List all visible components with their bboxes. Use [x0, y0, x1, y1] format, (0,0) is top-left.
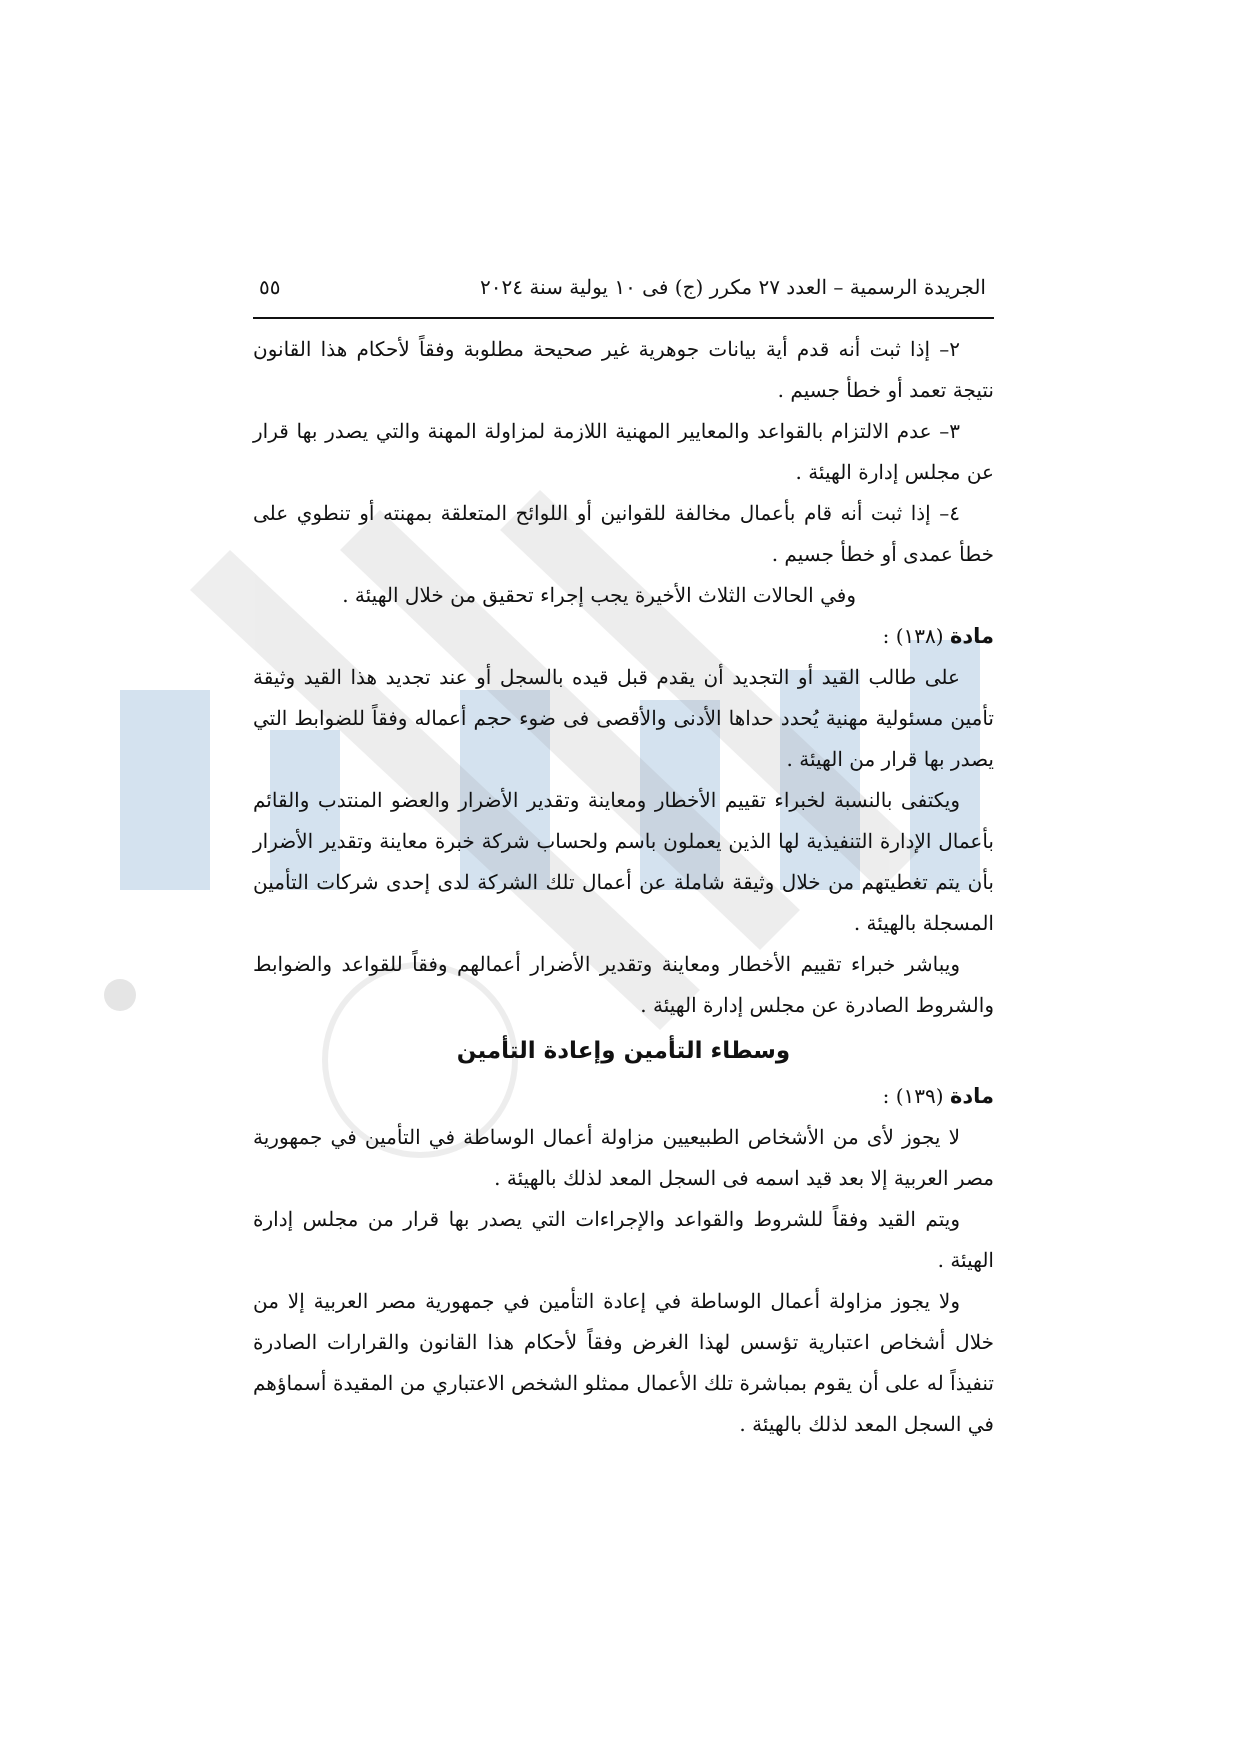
clause-3: ٣– عدم الالتزام بالقواعد والمعايير المهنية اللازمة لمزاولة المهنة والتي يصدر بها قرار عن مجلس إدارة الهيئة . — [253, 419, 994, 484]
document-page — [253, 275, 994, 1445]
article-139-heading — [253, 1076, 994, 1117]
article-138-paragraph-2: ويكتفى بالنسبة لخبراء تقييم الأخطار ومعاينة وتقدير الأضرار والعضو المنتدب والقائم بأعمال الإدارة التنفيذية لها الذين يعملون باسم ولحساب شركة خبرة معاينة وتقدير الأضرار بأن يتم تغطيتهم من خلال وثيقة شاملة عن أعمال تلك الشركة لدى إحدى شركات التأمين المسجلة بالهيئة . — [253, 788, 994, 935]
clause-4: ٤– إذا ثبت أنه قام بأعمال مخالفة للقوانين أو اللوائح المتعلقة بمهنته أو تنطوي على خطأ عمدى أو خطأ جسيم . — [253, 501, 994, 566]
article-139-label: مادة — [949, 1084, 994, 1108]
article-138-label: مادة — [949, 624, 994, 648]
clauses-note: وفي الحالات الثلاث الأخيرة يجب إجراء تحقيق من خلال الهيئة . — [342, 583, 856, 607]
article-138-number: (١٣٨) : — [882, 624, 944, 648]
clause-2: ٢– إذا ثبت أنه قدم أية بيانات جوهرية غير صحيحة مطلوبة وفقاً لأحكام هذا القانون نتيجة تعمد أو خطأ جسيم . — [253, 337, 994, 402]
article-138-paragraph-3: ويباشر خبراء تقييم الأخطار ومعاينة وتقدير الأضرار أعمالهم وفقاً للقواعد والضوابط والشروط الصادرة عن مجلس إدارة الهيئة . — [253, 952, 994, 1017]
article-138-paragraph-1: على طالب القيد أو التجديد أن يقدم قبل قيده بالسجل أو عند تجديد هذا القيد وثيقة تأمين مسئولية مهنية يُحدد حداها الأدنى والأقصى فى ضوء حجم أعماله وفقاً للضوابط التي يصدر بها قرار من الهيئة . — [253, 665, 995, 771]
watermark-bar-5 — [120, 690, 210, 890]
header-title: الجريدة الرسمية – العدد ٢٧ مكرر (ج) فى ١٠ يولية سنة ٢٠٢٤ — [480, 275, 986, 299]
article-139-paragraph-3: ولا يجوز مزاولة أعمال الوساطة في إعادة التأمين في جمهورية مصر العربية إلا من خلال أشخاص اعتبارية تؤسس لهذا الغرض وفقاً لأحكام هذا القانون والقرارات الصادرة تنفيذاً له على أن يقوم بمباشرة تلك الأعمال ممثلو الشخص الاعتباري من المقيدة أسماؤهم في السجل المعد لذلك بالهيئة . — [253, 1289, 994, 1436]
header-divider — [253, 317, 994, 319]
article-139-paragraph-2: ويتم القيد وفقاً للشروط والقواعد والإجراءات التي يصدر بها قرار من مجلس إدارة الهيئة . — [253, 1207, 994, 1272]
article-138-heading — [253, 616, 994, 657]
page-header — [253, 275, 994, 315]
article-139-number: (١٣٩) : — [882, 1084, 944, 1108]
article-139-paragraph-1: لا يجوز لأى من الأشخاص الطبيعيين مزاولة أعمال الوساطة في التأمين في جمهورية مصر العربية إلا بعد قيد اسمه فى السجل المعد لذلك بالهيئة . — [253, 1125, 994, 1190]
watermark-dot — [104, 979, 136, 1011]
page-number: ٥٥ — [259, 275, 281, 299]
section-title: وسطاء التأمين وإعادة التأمين — [456, 1038, 791, 1064]
